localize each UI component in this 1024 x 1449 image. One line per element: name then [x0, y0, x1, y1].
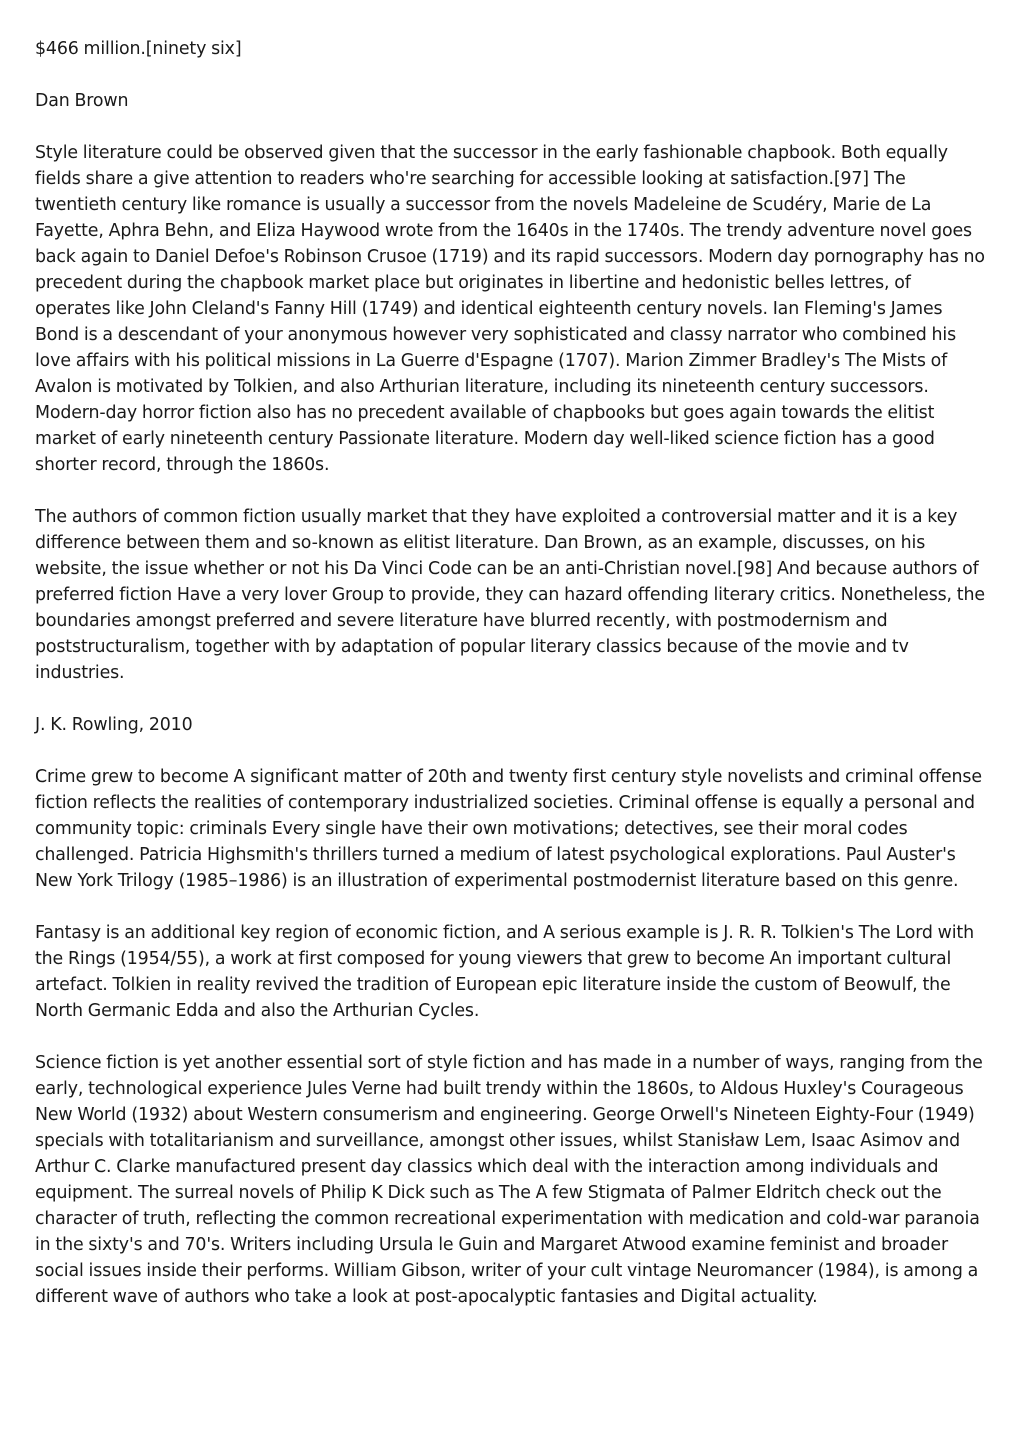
paragraph-fantasy: Fantasy is an additional key region of economic fiction, and A serious example is J. R. R. Tolkien's The Lord with the Rings (1954/55), a work at first composed for young viewers that grew to become An important cultural artefact. Tolkien in reality revived the tradition of European epic literature inside the custom of Beowulf, the North Germanic Edda and also the Arthurian Cycles.: [35, 923, 974, 1021]
paragraph-revenue-note: $466 million.[ninety six]: [35, 39, 242, 59]
caption-jk-rowling: J. K. Rowling, 2010: [35, 715, 193, 735]
paragraph-style-literature: Style literature could be observed given that the successor in the early fashionable chapbook. Both equally fields share a give attention to readers who're searching for accessible looking at satisfaction.[97] The twentieth century like romance is usually a successor from the novels Madeleine de Scudéry, Marie de La Fayette, Aphra Behn, and Eliza Haywood wrote from the 1640s in the 1740s. The trendy adventure novel goes back again to Daniel Defoe's Robinson Crusoe (1719) and its rapid successors. Modern day pornography has no precedent during the chapbook market place but originates in libertine and hedonistic belles lettres, of operates like John Cleland's Fanny Hill (1749) and identical eighteenth century novels. Ian Fleming's James Bond is a descendant of your anonymous however very sophisticated and classy narrator who combined his love affairs with his political missions in La Guerre d'Espagne (1707). Marion Zimmer Bradley's The Mists of Avalon is motivated by Tolkien, and also Arthurian literature, including its nineteenth century successors. Modern-day horror fiction also has no precedent available of chapbooks but goes again towards the elitist market of early nineteenth century Passionate literature. Modern day well-liked science fiction has a good shorter record, through the 1860s.: [35, 143, 985, 475]
paragraph-science-fiction: Science fiction is yet another essential sort of style fiction and has made in a number of ways, ranging from the early, technological experience Jules Verne had built trendy within the 1860s, to Aldous Huxley's Courageous New World (1932) about Western consumerism and engineering. George Orwell's Nineteen Eighty-Four (1949) specials with totalitarianism and surveillance, amongst other issues, whilst Stanisław Lem, Isaac Asimov and Arthur C. Clarke manufactured present day classics which deal with the interaction among individuals and equipment. The surreal novels of Philip K Dick such as The A few Stigmata of Palmer Eldritch check out the character of truth, reflecting the common recreational experimentation with medication and cold-war paranoia in the sixty's and 70's. Writers including Ursula le Guin and Margaret Atwood examine feminist and broader social issues inside their performs. William Gibson, writer of your cult vintage Neuromancer (1984), is among a different wave of authors who take a look at post-apocalyptic fantasies and Digital actuality.: [35, 1053, 983, 1307]
paragraph-crime-fiction: Crime grew to become A significant matter of 20th and twenty first century style novelists and criminal offense fiction reflects the realities of contemporary industrialized societies. Criminal offense is equally a personal and community topic: criminals Every single have their own motivations; detectives, see their moral codes challenged. Patricia Highsmith's thrillers turned a medium of latest psychological explorations. Paul Auster's New York Trilogy (1985–1986) is an illustration of experimental postmodernist literature based on this genre.: [35, 767, 982, 891]
caption-dan-brown: Dan Brown: [35, 91, 129, 111]
paragraph-common-fiction: The authors of common fiction usually market that they have exploited a controversial matter and it is a key difference between them and so-known as elitist literature. Dan Brown, as an example, discusses, on his website, the issue whether or not his Da Vinci Code can be an anti-Christian novel.[98] And because authors of preferred fiction Have a very lover Group to provide, they can hazard offending literary critics. Nonetheless, the boundaries amongst preferred and severe literature have blurred recently, with postmodernism and poststructuralism, together with by adaptation of popular literary classics because of the movie and tv industries.: [35, 507, 985, 683]
